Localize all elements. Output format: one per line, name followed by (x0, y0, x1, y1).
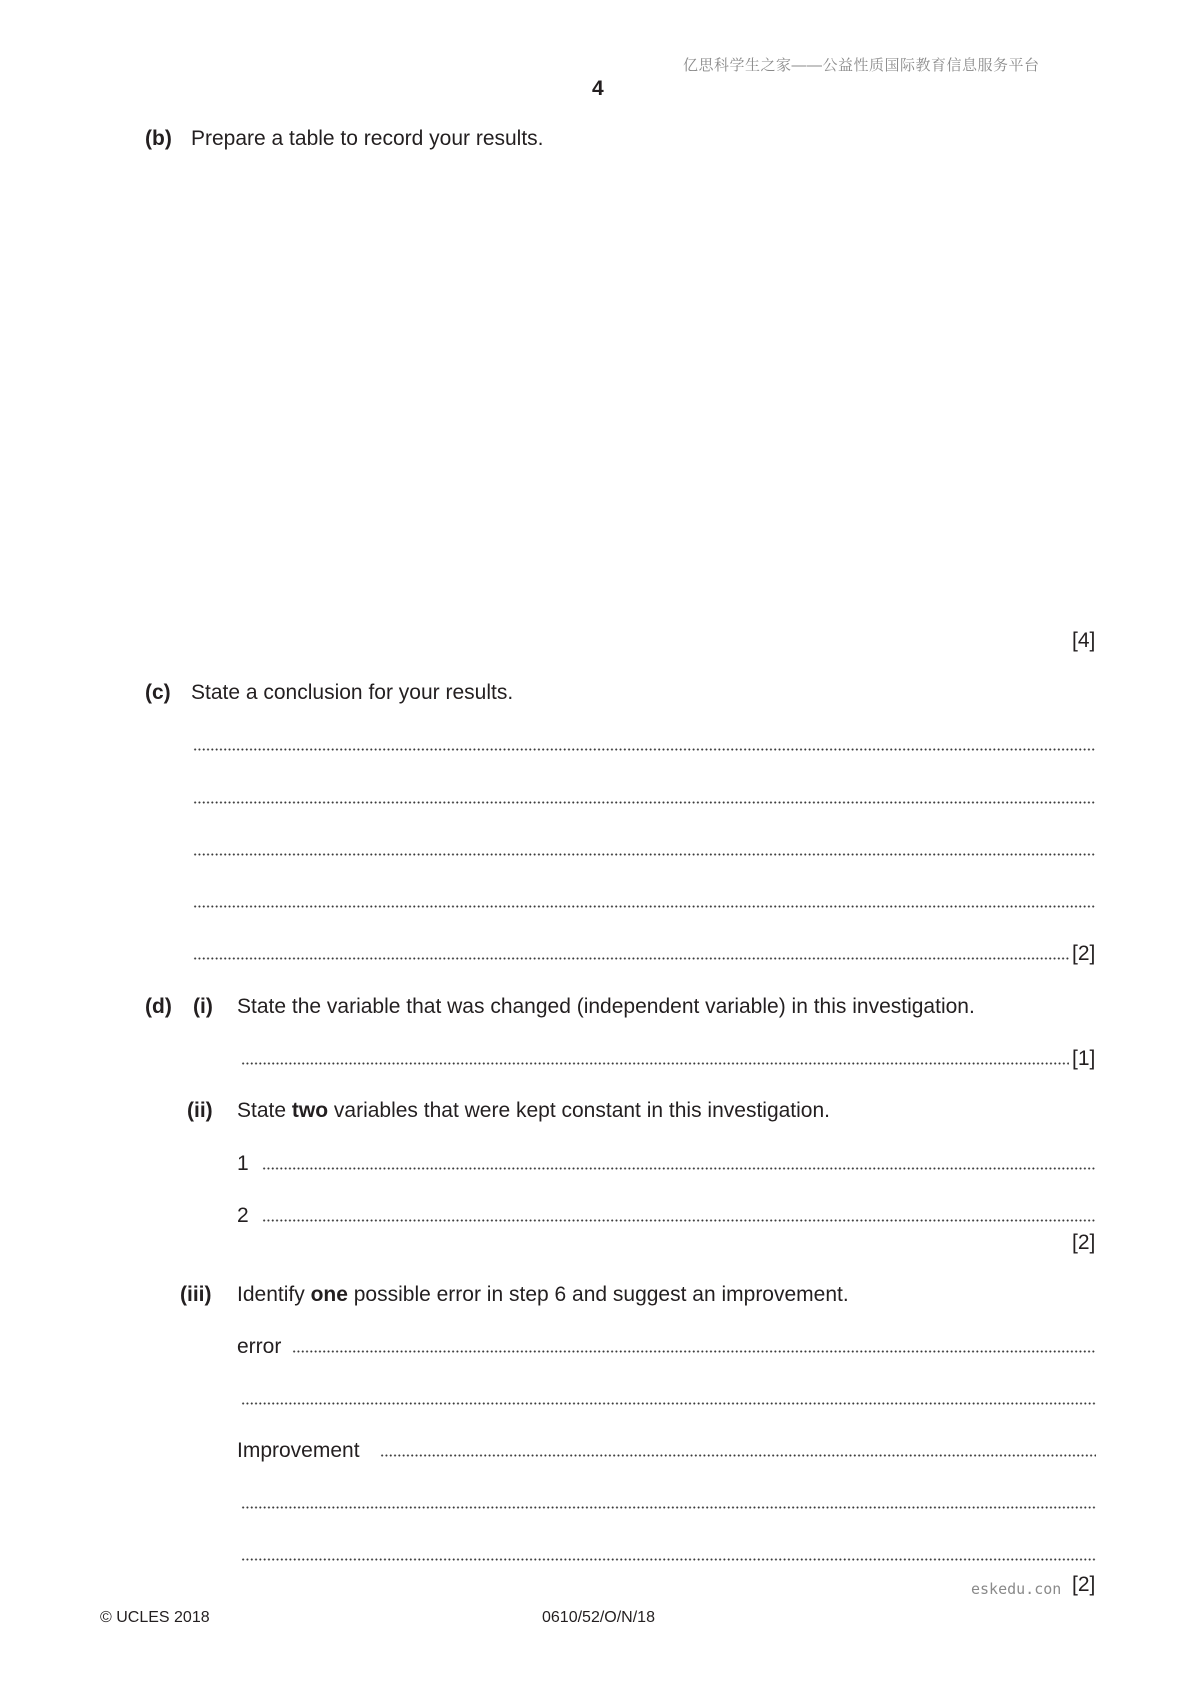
part-d-i-prompt: State the variable that was changed (independent variable) in this investigation. (237, 995, 975, 1018)
constant-variable-answer-line-1[interactable] (262, 1167, 1096, 1170)
part-b-prompt: Prepare a table to record your results. (191, 127, 544, 150)
part-d-i-marks: [1] (1072, 1047, 1096, 1070)
improvement-label: Improvement (237, 1439, 360, 1462)
part-d-ii-prompt-bold: two (291, 1099, 329, 1122)
improvement-answer-line-1[interactable] (380, 1454, 1096, 1457)
constant-variable-answer-line-2[interactable] (262, 1219, 1096, 1222)
part-d-i-label: (i) (193, 995, 213, 1018)
part-d-iii-label: (iii) (180, 1283, 212, 1306)
part-d-ii-prompt-pre: State (237, 1099, 287, 1122)
header-watermark: 亿思科学生之家——公益性质国际教育信息服务平台 (683, 57, 1040, 74)
improvement-answer-line-3[interactable] (241, 1558, 1096, 1561)
constant-variable-number-1: 1 (237, 1152, 249, 1175)
part-d-iii-prompt-post: possible error in step 6 and suggest an improvement. (353, 1283, 849, 1306)
page-number: 4 (592, 77, 604, 100)
error-label: error (237, 1335, 282, 1358)
part-c-marks: [2] (1072, 942, 1096, 965)
part-b-label: (b) (145, 127, 172, 150)
conclusion-answer-line-3[interactable] (193, 853, 1096, 856)
error-answer-line-2[interactable] (241, 1402, 1096, 1405)
part-d-iii-marks: [2] (1072, 1573, 1096, 1596)
part-d-iii-prompt-bold: one (310, 1283, 348, 1306)
footer-copyright: © UCLES 2018 (100, 1609, 210, 1626)
part-d-label: (d) (145, 995, 172, 1018)
conclusion-answer-line-5[interactable] (193, 957, 1069, 960)
part-c-label: (c) (145, 681, 171, 704)
improvement-answer-line-2[interactable] (241, 1506, 1096, 1509)
constant-variable-number-2: 2 (237, 1204, 249, 1227)
part-d-iii-prompt (237, 1283, 849, 1307)
conclusion-answer-line-2[interactable] (193, 801, 1096, 804)
part-d-ii-prompt (237, 1099, 830, 1123)
part-d-iii-prompt-pre: Identify (237, 1283, 305, 1306)
part-d-ii-prompt-post: variables that were kept constant in this investigation. (333, 1099, 830, 1122)
error-answer-line-1[interactable] (292, 1350, 1096, 1353)
footer-paper-code: 0610/52/O/N/18 (542, 1609, 655, 1626)
part-d-ii-label: (ii) (187, 1099, 213, 1122)
site-watermark: eskedu.con (971, 1580, 1062, 1598)
part-d-ii-marks: [2] (1072, 1231, 1096, 1254)
part-b-marks: [4] (1072, 629, 1096, 652)
conclusion-answer-line-4[interactable] (193, 905, 1096, 908)
conclusion-answer-line-1[interactable] (193, 748, 1096, 751)
results-table-area[interactable] (191, 165, 1096, 615)
part-c-prompt: State a conclusion for your results. (191, 681, 514, 704)
independent-variable-answer-line[interactable] (241, 1062, 1069, 1065)
